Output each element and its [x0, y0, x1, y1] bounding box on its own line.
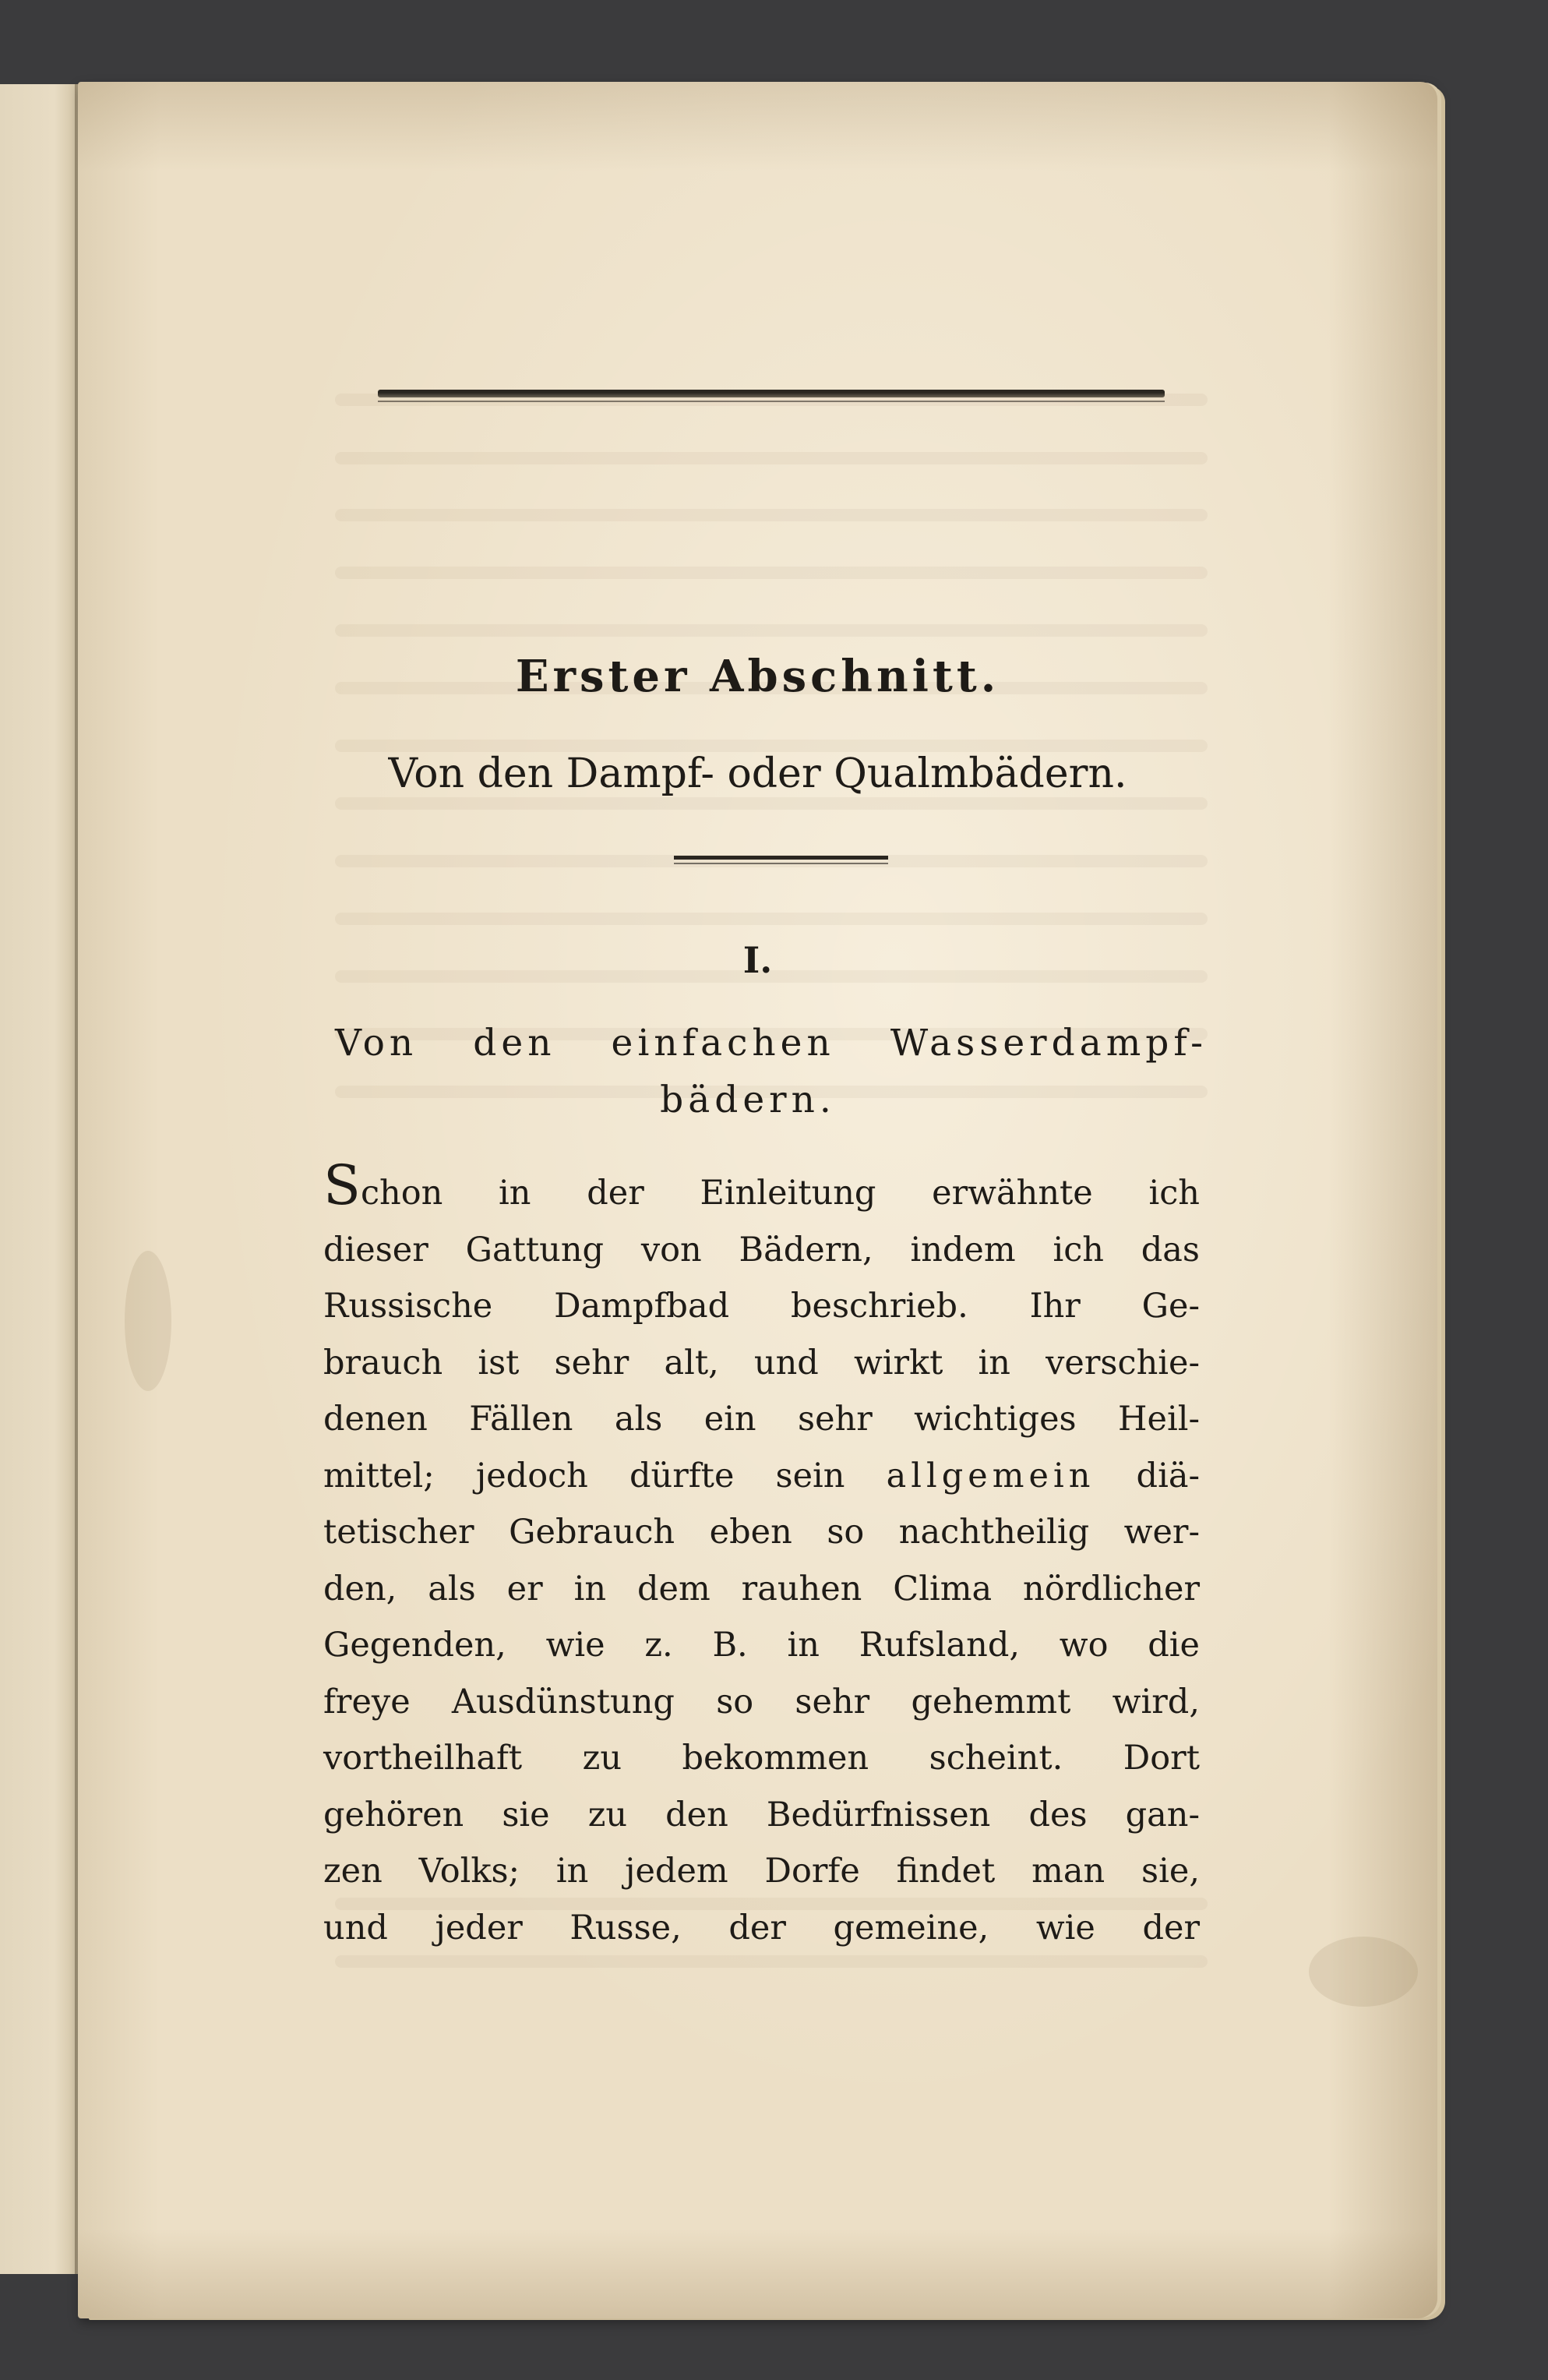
paper-stain	[125, 1251, 171, 1391]
section-title: Erster Abschnitt.	[515, 651, 1000, 702]
body-line-text: mittel; jedoch dürfte sein	[323, 1456, 845, 1495]
body-line: gehören sie zu den Bedürfnissen des gan-	[323, 1795, 1200, 1834]
body-line-text: chon in der Einleitung erwähnte ich	[360, 1174, 1200, 1213]
paper-stain	[1309, 1937, 1418, 2007]
bleed-through-line	[335, 452, 1208, 464]
bleed-through-line	[335, 797, 1208, 810]
body-line: dieser Gattung von Bädern, indem ich das	[323, 1230, 1200, 1269]
body-paragraph	[323, 1153, 1200, 1956]
section-divider-rule	[674, 856, 888, 860]
book-page	[78, 82, 1437, 2318]
section-subtitle: Von den Dampf- oder Qualmbädern.	[388, 750, 1127, 797]
header-double-rule	[378, 390, 1165, 397]
body-line	[323, 1448, 1200, 1505]
drop-cap: S	[323, 1153, 361, 1217]
bleed-through-line	[335, 509, 1208, 521]
body-line: Gegenden, wie z. B. in Rufsland, wo die	[323, 1626, 1200, 1665]
bleed-through-line	[335, 567, 1208, 579]
emphasized-word: allgemein	[886, 1456, 1095, 1495]
chapter-heading	[335, 1017, 1208, 1127]
body-line: zen Volks; in jedem Dorfe findet man sie,	[323, 1852, 1200, 1891]
body-line: Russische Dampfbad beschrieb. Ihr Ge-	[323, 1287, 1200, 1326]
bleed-through-line	[335, 624, 1208, 637]
chapter-numeral: I.	[742, 939, 773, 981]
body-line: vortheilhaft zu bekommen scheint. Dort	[323, 1739, 1200, 1778]
body-line-text: diä-	[1136, 1456, 1200, 1495]
bleed-through-line	[335, 913, 1208, 925]
chapter-heading-line: Von den einfachen Wasserdampf-	[335, 1022, 1208, 1065]
body-line: denen Fällen als ein sehr wichtiges Heil-	[323, 1400, 1200, 1439]
body-line: freye Ausdünstung so sehr gehemmt wird,	[323, 1682, 1200, 1721]
body-line	[323, 1153, 1200, 1222]
body-line: brauch ist sehr alt, und wirkt in verschie-	[323, 1343, 1200, 1382]
chapter-heading-line: bädern.	[660, 1078, 836, 1121]
bleed-through-line	[335, 1955, 1208, 1968]
body-line: und jeder Russe, der gemeine, wie der	[323, 1908, 1200, 1947]
body-line: den, als er in dem rauhen Clima nördlicher	[323, 1569, 1200, 1608]
previous-leaf-edge	[0, 84, 80, 2274]
body-line: tetischer Gebrauch eben so nachtheilig wer-	[323, 1513, 1200, 1552]
